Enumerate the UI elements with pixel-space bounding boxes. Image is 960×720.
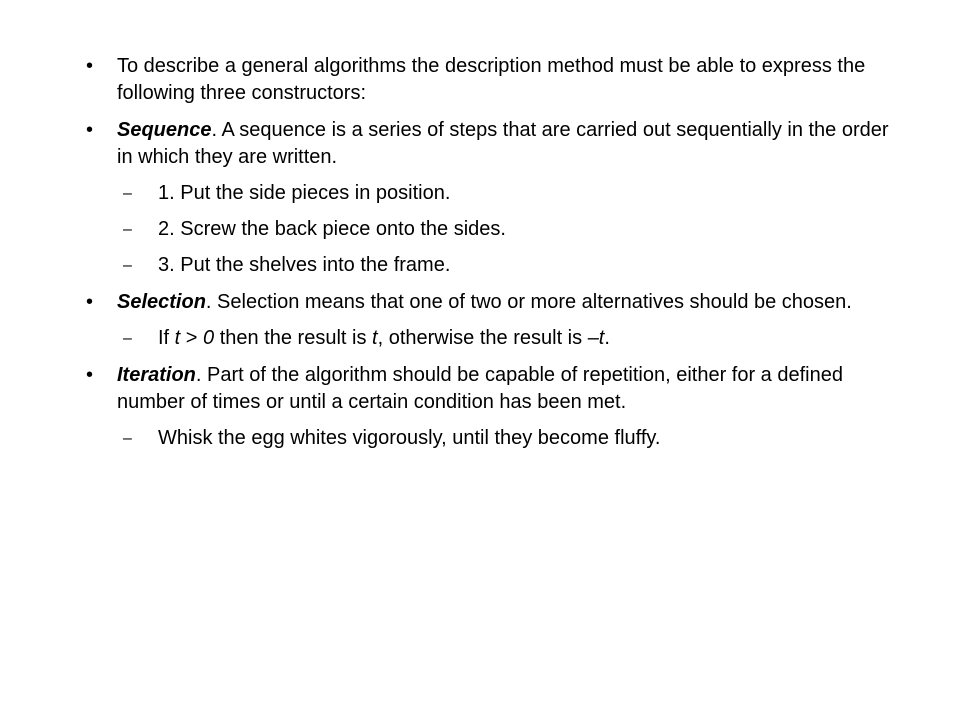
selection-text: . Selection means that one of two or more alternatives should be chosen. <box>205 291 852 313</box>
selection-example-part: > <box>180 327 204 349</box>
selection-example-var: –t <box>587 327 605 349</box>
selection-example-part: If <box>158 327 175 349</box>
bullet-marker: • <box>86 55 94 77</box>
selection-example-part: . <box>604 327 610 349</box>
bullet-marker: • <box>86 291 94 313</box>
selection-example-var: 0 <box>203 327 215 349</box>
sequence-step <box>80 180 900 207</box>
dash-marker: – <box>123 185 132 202</box>
sequence-text: . A sequence is a series of steps that are carried out sequentially in the order in which they are written. <box>117 119 889 168</box>
sequence-step-text: 1. Put the side pieces in position. <box>158 182 451 204</box>
iteration-example <box>80 425 900 452</box>
sequence-step-text: 2. Screw the back piece onto the sides. <box>158 218 506 240</box>
bullet-marker: • <box>86 119 94 141</box>
sequence-steps <box>80 180 900 279</box>
iteration-term: Iteration <box>117 364 196 386</box>
sequence-step <box>80 216 900 243</box>
bullet-sequence <box>80 117 900 171</box>
bullet-selection <box>80 289 900 316</box>
iteration-examples <box>80 425 900 452</box>
bullet-marker: • <box>86 364 94 386</box>
intro-text: To describe a general algorithms the description method must be able to express the following three constructors: <box>117 55 866 104</box>
selection-example-part: then the result is <box>214 327 373 349</box>
selection-examples <box>80 325 900 352</box>
selection-example-var: t <box>174 327 181 349</box>
bullet-intro <box>80 53 900 107</box>
iteration-text: . Part of the algorithm should be capable of repetition, either for a defined number of times or until a certain condition has been met. <box>117 364 843 413</box>
dash-marker: – <box>123 430 132 447</box>
iteration-example-text: Whisk the egg whites vigorously, until they become fluffy. <box>158 427 661 449</box>
sequence-step <box>80 252 900 279</box>
selection-example-part: , otherwise the result is <box>377 327 588 349</box>
sequence-step-text: 3. Put the shelves into the frame. <box>158 254 451 276</box>
selection-term: Selection <box>117 291 206 313</box>
bullet-list <box>80 53 900 462</box>
dash-marker: – <box>123 221 132 238</box>
selection-example-var: t <box>372 327 378 349</box>
dash-marker: – <box>123 257 132 274</box>
bullet-iteration <box>80 362 900 416</box>
selection-example <box>80 325 900 352</box>
dash-marker: – <box>123 330 132 347</box>
sequence-term: Sequence <box>117 119 212 141</box>
